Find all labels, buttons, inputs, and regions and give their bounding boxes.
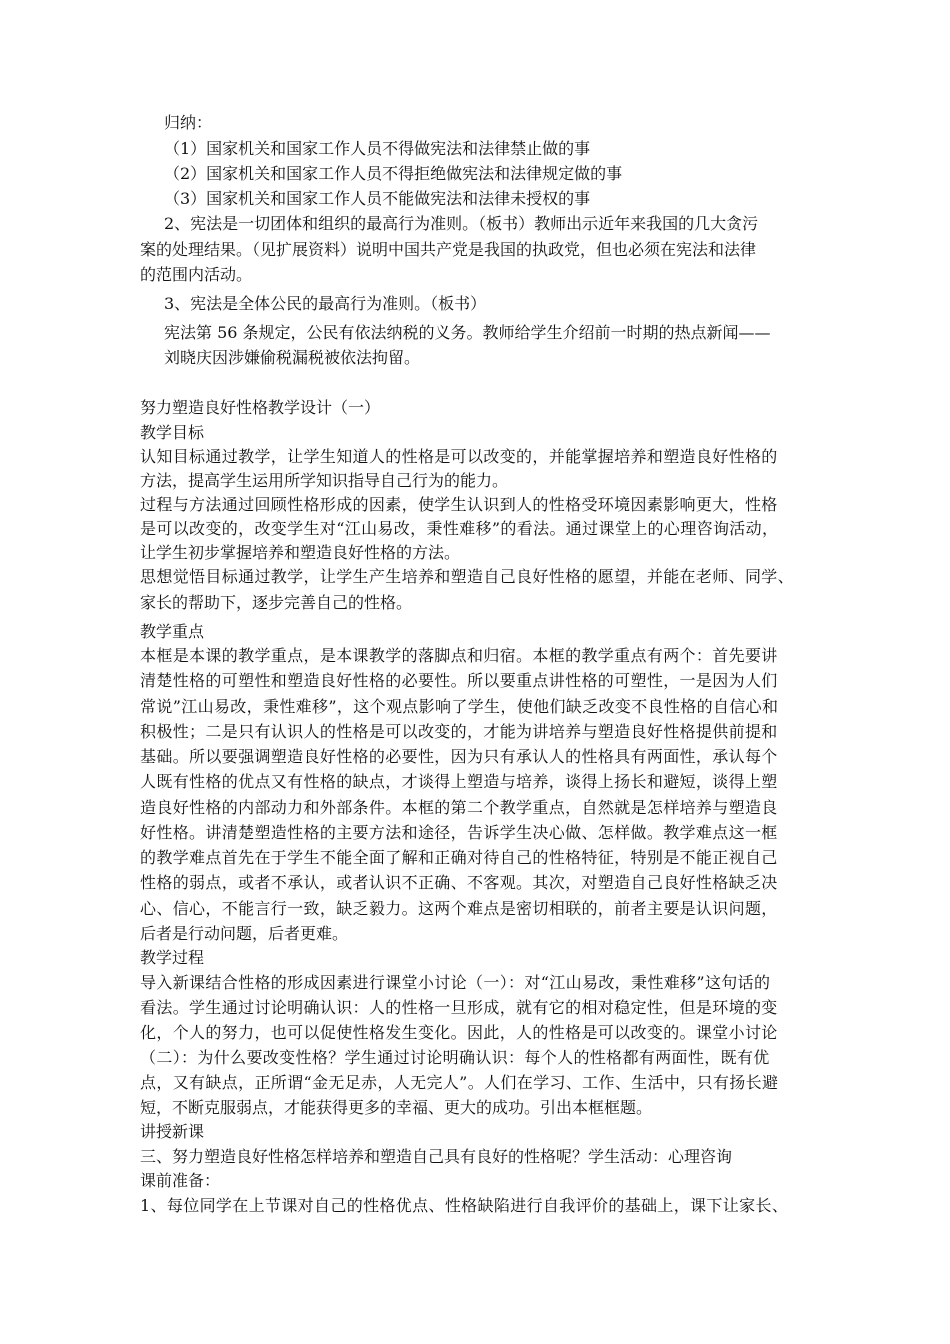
focus-line-3: 常说”江山易改，秉性难移”，这个观点影响了学生，使他们缺乏改变不良性格的自信心和 (140, 697, 779, 716)
goals-line-1: 认知目标通过教学，让学生知道人的性格是可以改变的，并能掌握培养和塑造良好性格的 (140, 447, 778, 466)
point2-line-2: 案的处理结果。（见扩展资料）说明中国共产党是我国的执政党，但也必须在宪法和法律 (140, 240, 757, 259)
focus-line-5: 基础。所以要强调塑造良好性格的必要性，因为只有承认人的性格具有两面性，承认每个 (140, 747, 778, 766)
section3-heading: 三、努力塑造良好性格怎样培养和塑造自己具有良好的性格呢？学生活动：心理咨询 (140, 1147, 733, 1166)
summary-label: 归纳： (164, 113, 213, 132)
process-line-4: （二）：为什么要改变性格？学生通过讨论明确认识：每个人的性格都有两面性，既有优 (140, 1048, 770, 1067)
process-heading: 教学过程 (140, 948, 205, 967)
goals-line-7: 家长的帮助下，逐步完善自己的性格。 (140, 593, 413, 612)
goals-line-4: 是可以改变的，改变学生对“江山易改，秉性难移”的看法。通过课堂上的心理咨询活动， (140, 519, 779, 538)
summary-item-2: （2）国家机关和国家工作人员不得拒绝做宪法和法律规定做的事 (164, 164, 623, 183)
focus-line-4: 积极性；二是只有认识人的性格是可以改变的，才能为讲培养与塑造良好性格提供前提和 (140, 722, 778, 741)
goals-line-5: 让学生初步掌握培养和塑造良好性格的方法。 (140, 543, 461, 562)
point2-line-1: 2、宪法是一切团体和组织的最高行为准则。（板书）教师出示近年来我国的几大贪污 (164, 214, 759, 233)
summary-item-1: （1）国家机关和国家工作人员不得做宪法和法律禁止做的事 (164, 139, 591, 158)
focus-line-12: 后者是行动问题，后者更难。 (140, 924, 349, 943)
point2-line-3: 的范围内活动。 (140, 265, 253, 284)
process-line-6: 短，不断克服弱点，才能获得更多的幸福、更大的成功。引出本框框题。 (140, 1098, 653, 1117)
prep-label: 课前准备： (140, 1171, 221, 1190)
point3-detail-2: 刘晓庆因涉嫌偷税漏税被依法拘留。 (164, 348, 421, 367)
focus-line-9: 的教学难点首先在于学生不能全面了解和正确对待自己的性格特征，特别是不能正视自己 (140, 848, 778, 867)
goals-line-6: 思想觉悟目标通过教学，让学生产生培养和塑造自己良好性格的愿望，并能在老师、同学、 (140, 567, 795, 586)
goals-line-2: 方法，提高学生运用所学知识指导自己行为的能力。 (140, 471, 509, 490)
point3-detail-1: 宪法第 56 条规定，公民有依法纳税的义务。教师给学生介绍前一时期的热点新闻—— (164, 323, 771, 342)
process-line-3: 化，个人的努力，也可以促使性格发生变化。因此，人的性格是可以改变的。课堂小讨论 (140, 1023, 778, 1042)
focus-line-10: 性格的弱点，或者不承认，或者认识不正确、不客观。其次，对塑造自己良好性格缺乏决 (140, 873, 778, 892)
focus-line-8: 好性格。讲清楚塑造性格的主要方法和途径，告诉学生决心做、怎样做。教学难点这一框 (140, 823, 778, 842)
process-line-2: 看法。学生通过讨论明确认识：人的性格一旦形成，就有它的相对稳定性，但是环境的变 (140, 998, 778, 1017)
process-line-1: 导入新课结合性格的形成因素进行课堂小讨论（一）：对“江山易改，秉性难移”这句话的 (140, 973, 771, 992)
new-lesson-heading: 讲授新课 (140, 1122, 205, 1141)
focus-line-6: 人既有性格的优点又有性格的缺点，才谈得上塑造与培养，谈得上扬长和避短，谈得上塑 (140, 772, 778, 791)
summary-item-3: （3）国家机关和国家工作人员不能做宪法和法律未授权的事 (164, 189, 591, 208)
goals-heading: 教学目标 (140, 423, 205, 442)
focus-line-11: 心、信心，不能言行一致，缺乏毅力。这两个难点是密切相联的，前者主要是认识问题， (140, 899, 778, 918)
focus-line-7: 造良好性格的内部动力和外部条件。本框的第二个教学重点，自然就是怎样培养与塑造良 (140, 798, 778, 817)
goals-line-3: 过程与方法通过回顾性格形成的因素，使学生认识到人的性格受环境因素影响更大，性格 (140, 495, 778, 514)
focus-line-2: 清楚性格的可塑性和塑造良好性格的必要性。所以要重点讲性格的可塑性，一是因为人们 (140, 671, 778, 690)
prep-item-1: 1、每位同学在上节课对自己的性格优点、性格缺陷进行自我评价的基础上，课下让家长、 (140, 1196, 789, 1215)
focus-heading: 教学重点 (140, 622, 205, 641)
focus-line-1: 本框是本课的教学重点，是本课教学的落脚点和归宿。本框的教学重点有两个：首先要讲 (140, 646, 778, 665)
process-line-5: 点，又有缺点，正所谓“金无足赤，人无完人”。人们在学习、工作、生活中，只有扬长避 (140, 1073, 779, 1092)
point3: 3、宪法是全体公民的最高行为准则。（板书） (164, 294, 487, 313)
doc-title: 努力塑造良好性格教学设计（一） (140, 398, 381, 417)
